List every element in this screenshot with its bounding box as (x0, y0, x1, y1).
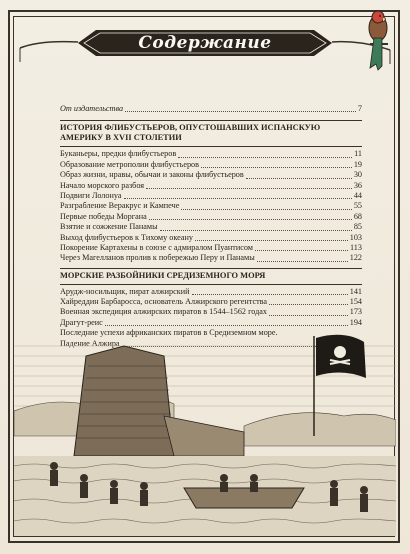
toc-entry-page: 122 (349, 253, 362, 263)
toc-entry-page: 44 (353, 190, 362, 200)
toc-entry[interactable] (60, 181, 362, 191)
toc-entry[interactable] (60, 160, 362, 170)
toc-entry[interactable] (60, 253, 362, 263)
toc-entry[interactable] (60, 149, 362, 159)
toc-entry-page: 36 (353, 180, 362, 190)
leader-dots (125, 111, 356, 112)
leader-dots (192, 294, 348, 295)
toc-entry-page: 85 (353, 222, 362, 232)
toc-entry-page: 30 (353, 170, 362, 180)
table-of-contents (60, 104, 362, 349)
leader-dots (195, 240, 348, 241)
toc-entry-page: 141 (349, 286, 362, 296)
toc-entry-intro[interactable] (60, 104, 362, 114)
toc-entry[interactable] (60, 212, 362, 222)
toc-entry[interactable] (60, 297, 362, 307)
toc-entry-page: 154 (349, 297, 362, 307)
toc-entry[interactable] (60, 243, 362, 253)
section-divider (60, 284, 362, 285)
rope-ornament-icon (0, 0, 410, 80)
leader-dots (149, 219, 352, 220)
toc-entry-page: 173 (349, 307, 362, 317)
toc-entry-page: 68 (353, 211, 362, 221)
leader-dots (269, 304, 348, 305)
toc-entry-title: Подвиги Лолонуа (60, 190, 122, 200)
toc-entry-title: Буканьеры, предки флибустьеров (60, 149, 177, 159)
parrot-icon (356, 8, 400, 72)
leader-dots (246, 178, 352, 179)
toc-entry-title: Покорение Картахены в союзе с адмиралом Пуантисом (60, 242, 253, 252)
toc-entry-title: Взятие и сожжение Панамы (60, 222, 158, 232)
section-heading: МОРСКИЕ РАЗБОЙНИКИ СРЕДИЗЕМНОГО МОРЯ (60, 270, 266, 280)
leader-dots (181, 209, 351, 210)
toc-entry-page: 19 (353, 159, 362, 169)
section-divider (60, 268, 362, 269)
toc-entry-title: Падение Алжира (60, 338, 120, 348)
toc-entry[interactable] (60, 170, 362, 180)
leader-dots (178, 157, 352, 158)
toc-entry[interactable] (60, 233, 362, 243)
leader-dots (201, 167, 352, 168)
toc-entry-title: Разграбление Веракрус и Кампече (60, 201, 180, 211)
toc-entry-title: Арудж-носильщик, пират алжирский (60, 286, 190, 296)
page-title: Содержание (138, 33, 272, 53)
toc-entry-title: Драгут-реис (60, 317, 103, 327)
toc-entry[interactable] (60, 222, 362, 232)
toc-entry-page: 103 (349, 232, 362, 242)
toc-entry-title: Образ жизни, нравы, обычаи и законы флибустьеров (60, 170, 244, 180)
toc-entry-title: Начало морского разбоя (60, 180, 145, 190)
toc-entry-title: Выход флибустьеров к Тихому океану (60, 232, 193, 242)
leader-dots (255, 250, 348, 251)
toc-entry[interactable] (60, 201, 362, 211)
leader-dots (146, 188, 352, 189)
toc-entry-title: Хайреддин Барбаросса, основатель Алжирского регентства (60, 297, 268, 307)
toc-entry-page: 194 (349, 317, 362, 327)
toc-entry-title: Через Магелланов пролив к побережью Перу и Панамы (60, 253, 255, 263)
pirate-harbor-engraving-icon (14, 316, 396, 536)
section-heading: ИСТОРИЯ ФЛИБУСТЬЕРОВ, ОПУСТОШАВШИХ ИСПАНСКУЮ АМЕРИКУ В XVII СТОЛЕТИИ (60, 123, 321, 143)
leader-dots (124, 198, 352, 199)
leader-dots (160, 230, 352, 231)
toc-entry-title: Первые победы Моргана (60, 211, 147, 221)
toc-entry-page: 55 (353, 201, 362, 211)
toc-entry-page: 11 (354, 149, 362, 159)
toc-entry[interactable] (60, 287, 362, 297)
toc-entry-page: 7 (357, 103, 362, 113)
toc-entry-title: Последние успехи африканских пиратов в Средиземном море. (60, 328, 278, 338)
toc-entry-title: Образование метрополии флибустьеров (60, 159, 200, 169)
toc-entry-title: Военная экспедиция алжирских пиратов в 1544–1562 годах (60, 307, 267, 317)
section-divider (60, 120, 362, 121)
toc-entry-title: От издательства (60, 103, 124, 113)
toc-entry[interactable] (60, 191, 362, 201)
section-divider (60, 146, 362, 147)
leader-dots (257, 261, 348, 262)
toc-entry-page: 113 (350, 242, 362, 252)
